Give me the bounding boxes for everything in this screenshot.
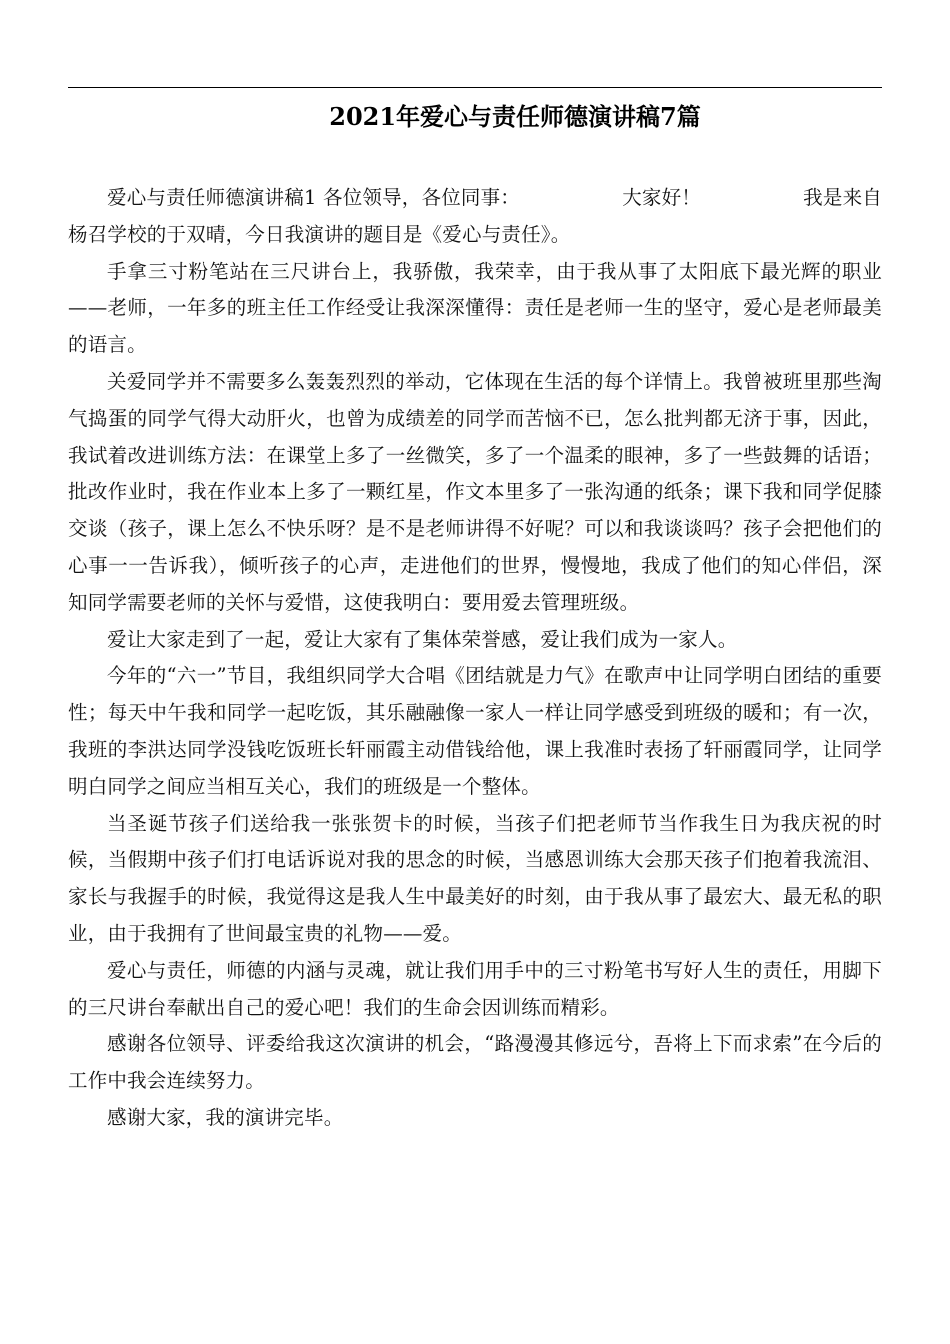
- document-title: 2021年爱心与责任师德演讲稿7篇: [329, 102, 701, 131]
- paragraph: 感谢各位领导、评委给我这次演讲的机会，“路漫漫其修远兮，吾将上下而求索”在今后的工作中我会连续努力。: [68, 1032, 882, 1093]
- intro-first-line: [68, 180, 882, 217]
- intro-hello: 大家好！: [622, 186, 701, 209]
- header-rule: [68, 87, 882, 88]
- paragraph: 爱让大家走到了一起，爱让大家有了集体荣誉感，爱让我们成为一家人。: [107, 627, 738, 651]
- paragraph: 爱心与责任，师德的内涵与灵魂，就让我们用手中的三寸粉笔书写好人生的责任，用脚下的三尺讲台奉献出自己的爱心吧！我们的生命会因训练而精彩。: [68, 958, 882, 1019]
- paragraph: 今年的“六一”节目，我组织同学大合唱《团结就是力气》在歌声中让同学明白团结的重要性；每天中午我和同学一起吃饭，其乐融融像一家人一样让同学感受到班级的暖和；有一次，我班的李洪达同学没钱吃饭班长轩丽霞主动借钱给他，课上我准时表扬了轩丽霞同学，让同学明白同学之间应当相互关心，我们的班级是一个整体。: [68, 664, 882, 798]
- paragraph: 当圣诞节孩子们送给我一张张贺卡的时候，当孩子们把老师节当作我生日为我庆祝的时候，当假期中孩子们打电话诉说对我的思念的时候，当感恩训练大会那天孩子们抱着我流泪、家长与我握手的时候，我觉得这是我人生中最美好的时刻，由于我从事了最宏大、最无私的职业，由于我拥有了世间最宝贵的礼物——爱。: [68, 811, 882, 945]
- paragraph: 手拿三寸粉笔站在三尺讲台上，我骄傲，我荣幸，由于我从事了太阳底下最光辉的职业——老师，一年多的班主任工作经受让我深深懂得：责任是老师一生的坚守，爱心是老师最美的语言。: [68, 259, 882, 357]
- intro-greeting: 爱心与责任师德演讲稿1 各位领导，各位同事：: [107, 186, 521, 209]
- paragraph: 感谢大家，我的演讲完毕。: [107, 1105, 344, 1129]
- paragraph: 关爱同学并不需要多么轰轰烈烈的举动，它体现在生活的每个详情上。我曾被班里那些淘气捣蛋的同学气得大动肝火，也曾为成绩差的同学而苦恼不已，怎么批判都无济于事，因此，我试着改进训练方法：在课堂上多了一丝微笑，多了一个温柔的眼神，多了一些鼓舞的话语；批改作业时，我在作业本上多了一颗红星，作文本里多了一张沟通的纸条；课下我和同学促膝交谈（孩子，课上怎么不快乐呀？是不是老师讲得不好呢？可以和我谈谈吗？孩子会把他们的心事一一告诉我），倾听孩子的心声，走进他们的世界，慢慢地，我成了他们的知心伴侣，深知同学需要老师的关怀与爱惜，这使我明白：要用爱去管理班级。: [68, 369, 882, 614]
- document-body: [68, 180, 882, 1137]
- intro-from: 我是来自: [803, 186, 882, 209]
- intro-continuation: 杨召学校的于双晴，今日我演讲的题目是《爱心与责任》。: [68, 222, 571, 246]
